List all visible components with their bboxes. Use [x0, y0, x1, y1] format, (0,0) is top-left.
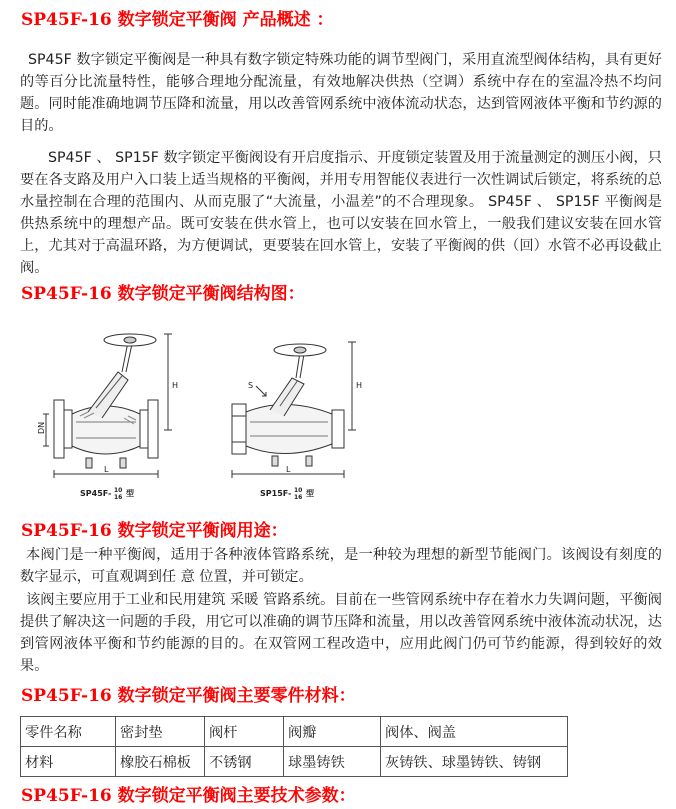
tech-title: SP45F-16 数字锁定平衡阀主要技术参数：	[21, 786, 356, 806]
sp45f-caption-top: 10	[114, 487, 123, 494]
sp45f-valve-drawing	[43, 334, 172, 478]
sp45f-caption-suffix: 型	[126, 489, 134, 498]
materials-header-cell: 密封垫	[116, 717, 205, 747]
materials-header-cell: 阀杆	[205, 717, 284, 747]
sp45f-h-label: H	[172, 381, 179, 390]
materials-cell: 不锈钢	[205, 747, 284, 777]
usage-paragraph-2: 该阀主要应用于工业和民用建筑 采暖 管路系统。目前在一些管网系统中存在着水力失调问题，平衡阀提供了解决这一问题的手段，用它可以准确的调节压降和流量，用以改善管网系统中液体流动状况，达到管网液体平衡和节约能源的目的。在双管网工程改造中，应用此阀门仍可节约能源，得到较好的效果。	[20, 592, 662, 674]
sp15f-h-label: H	[356, 381, 363, 390]
materials-table	[20, 716, 568, 777]
sp15f-caption-bottom: 16	[294, 494, 303, 501]
sp15f-caption-suffix: 型	[306, 489, 314, 498]
materials-cell: 材料	[21, 747, 116, 777]
materials-header-cell: 零件名称	[21, 717, 116, 747]
overview-paragraph-2: SP45F 、 SP15F 数字锁定平衡阀设有开启度指示、开度锁定装置及用于流量测定的测压小阀，只要在各支路及用户入口装上适当规格的平衡阀，并用专用智能仪表进行一次性调试后锁定，将系统的总水量控制在合理的范围内、从而克服了“大流量，小温差”的不合理现象。 SP45F 、 SP15F 平衡阀是供热系统中的理想产品。既可安装在供水管上，也可以安装在回水管上，一般我们建议安装在回水管上，尤其对于高温环路，为方便调试，更要装在回水管上，安装了平衡阀的供（回）水管不必再设截止阀。	[20, 150, 662, 276]
valve-structure-diagram	[36, 318, 366, 508]
materials-data-row	[21, 747, 568, 777]
usage-paragraph-1: 本阀门是一种平衡阀，适用于各种液体管路系统，是一种较为理想的新型节能阀门。该阀设有刻度的数字显示，可直观调到任 意 位置，并可锁定。	[20, 547, 662, 585]
sp45f-caption-model: SP45F-	[80, 489, 112, 498]
sp15f-caption-top: 10	[294, 487, 303, 494]
materials-header-cell: 阀体、阀盖	[381, 717, 568, 747]
sp45f-caption	[80, 487, 134, 501]
sp15f-valve-drawing	[232, 342, 356, 478]
materials-title: SP45F-16 数字锁定平衡阀主要零件材料：	[21, 686, 356, 706]
usage-title: SP45F-16 数字锁定平衡阀用途：	[21, 521, 288, 541]
sp45f-l-label: L	[104, 465, 109, 474]
materials-header-cell: 阀瓣	[284, 717, 381, 747]
overview-title-prefix: SP45F-16 数字锁定平衡阀	[21, 10, 237, 30]
sp45f-caption-bottom: 16	[114, 494, 123, 501]
structure-title: SP45F-16 数字锁定平衡阀结构图：	[21, 284, 305, 304]
materials-cell: 球墨铸铁	[284, 747, 381, 777]
materials-header-row	[21, 717, 568, 747]
sp15f-caption	[260, 487, 314, 501]
overview-paragraph-1: SP45F 数字锁定平衡阀是一种具有数字锁定特殊功能的调节型阀门，采用直流型阀体结构，具有更好的等百分比流量特性，能够合理地分配流量，有效地解决供热（空调）系统中存在的室温冷热不均问题。同时能准确地调节压降和流量，用以改善管网系统中液体流动状态，达到管网液体平衡和节约源的目的。	[20, 52, 662, 134]
sp15f-caption-model: SP15F-	[260, 489, 292, 498]
overview-title	[21, 9, 334, 31]
overview-title-bold: 产品概述	[242, 10, 311, 30]
materials-cell: 灰铸铁、球墨铸铁、铸钢	[381, 747, 568, 777]
overview-title-suffix: ：	[316, 10, 334, 30]
materials-cell: 橡胶石棉板	[116, 747, 205, 777]
sp15f-s-label: S	[248, 381, 254, 390]
sp15f-l-label: L	[286, 465, 291, 474]
sp45f-dn-label: DN	[37, 421, 46, 434]
